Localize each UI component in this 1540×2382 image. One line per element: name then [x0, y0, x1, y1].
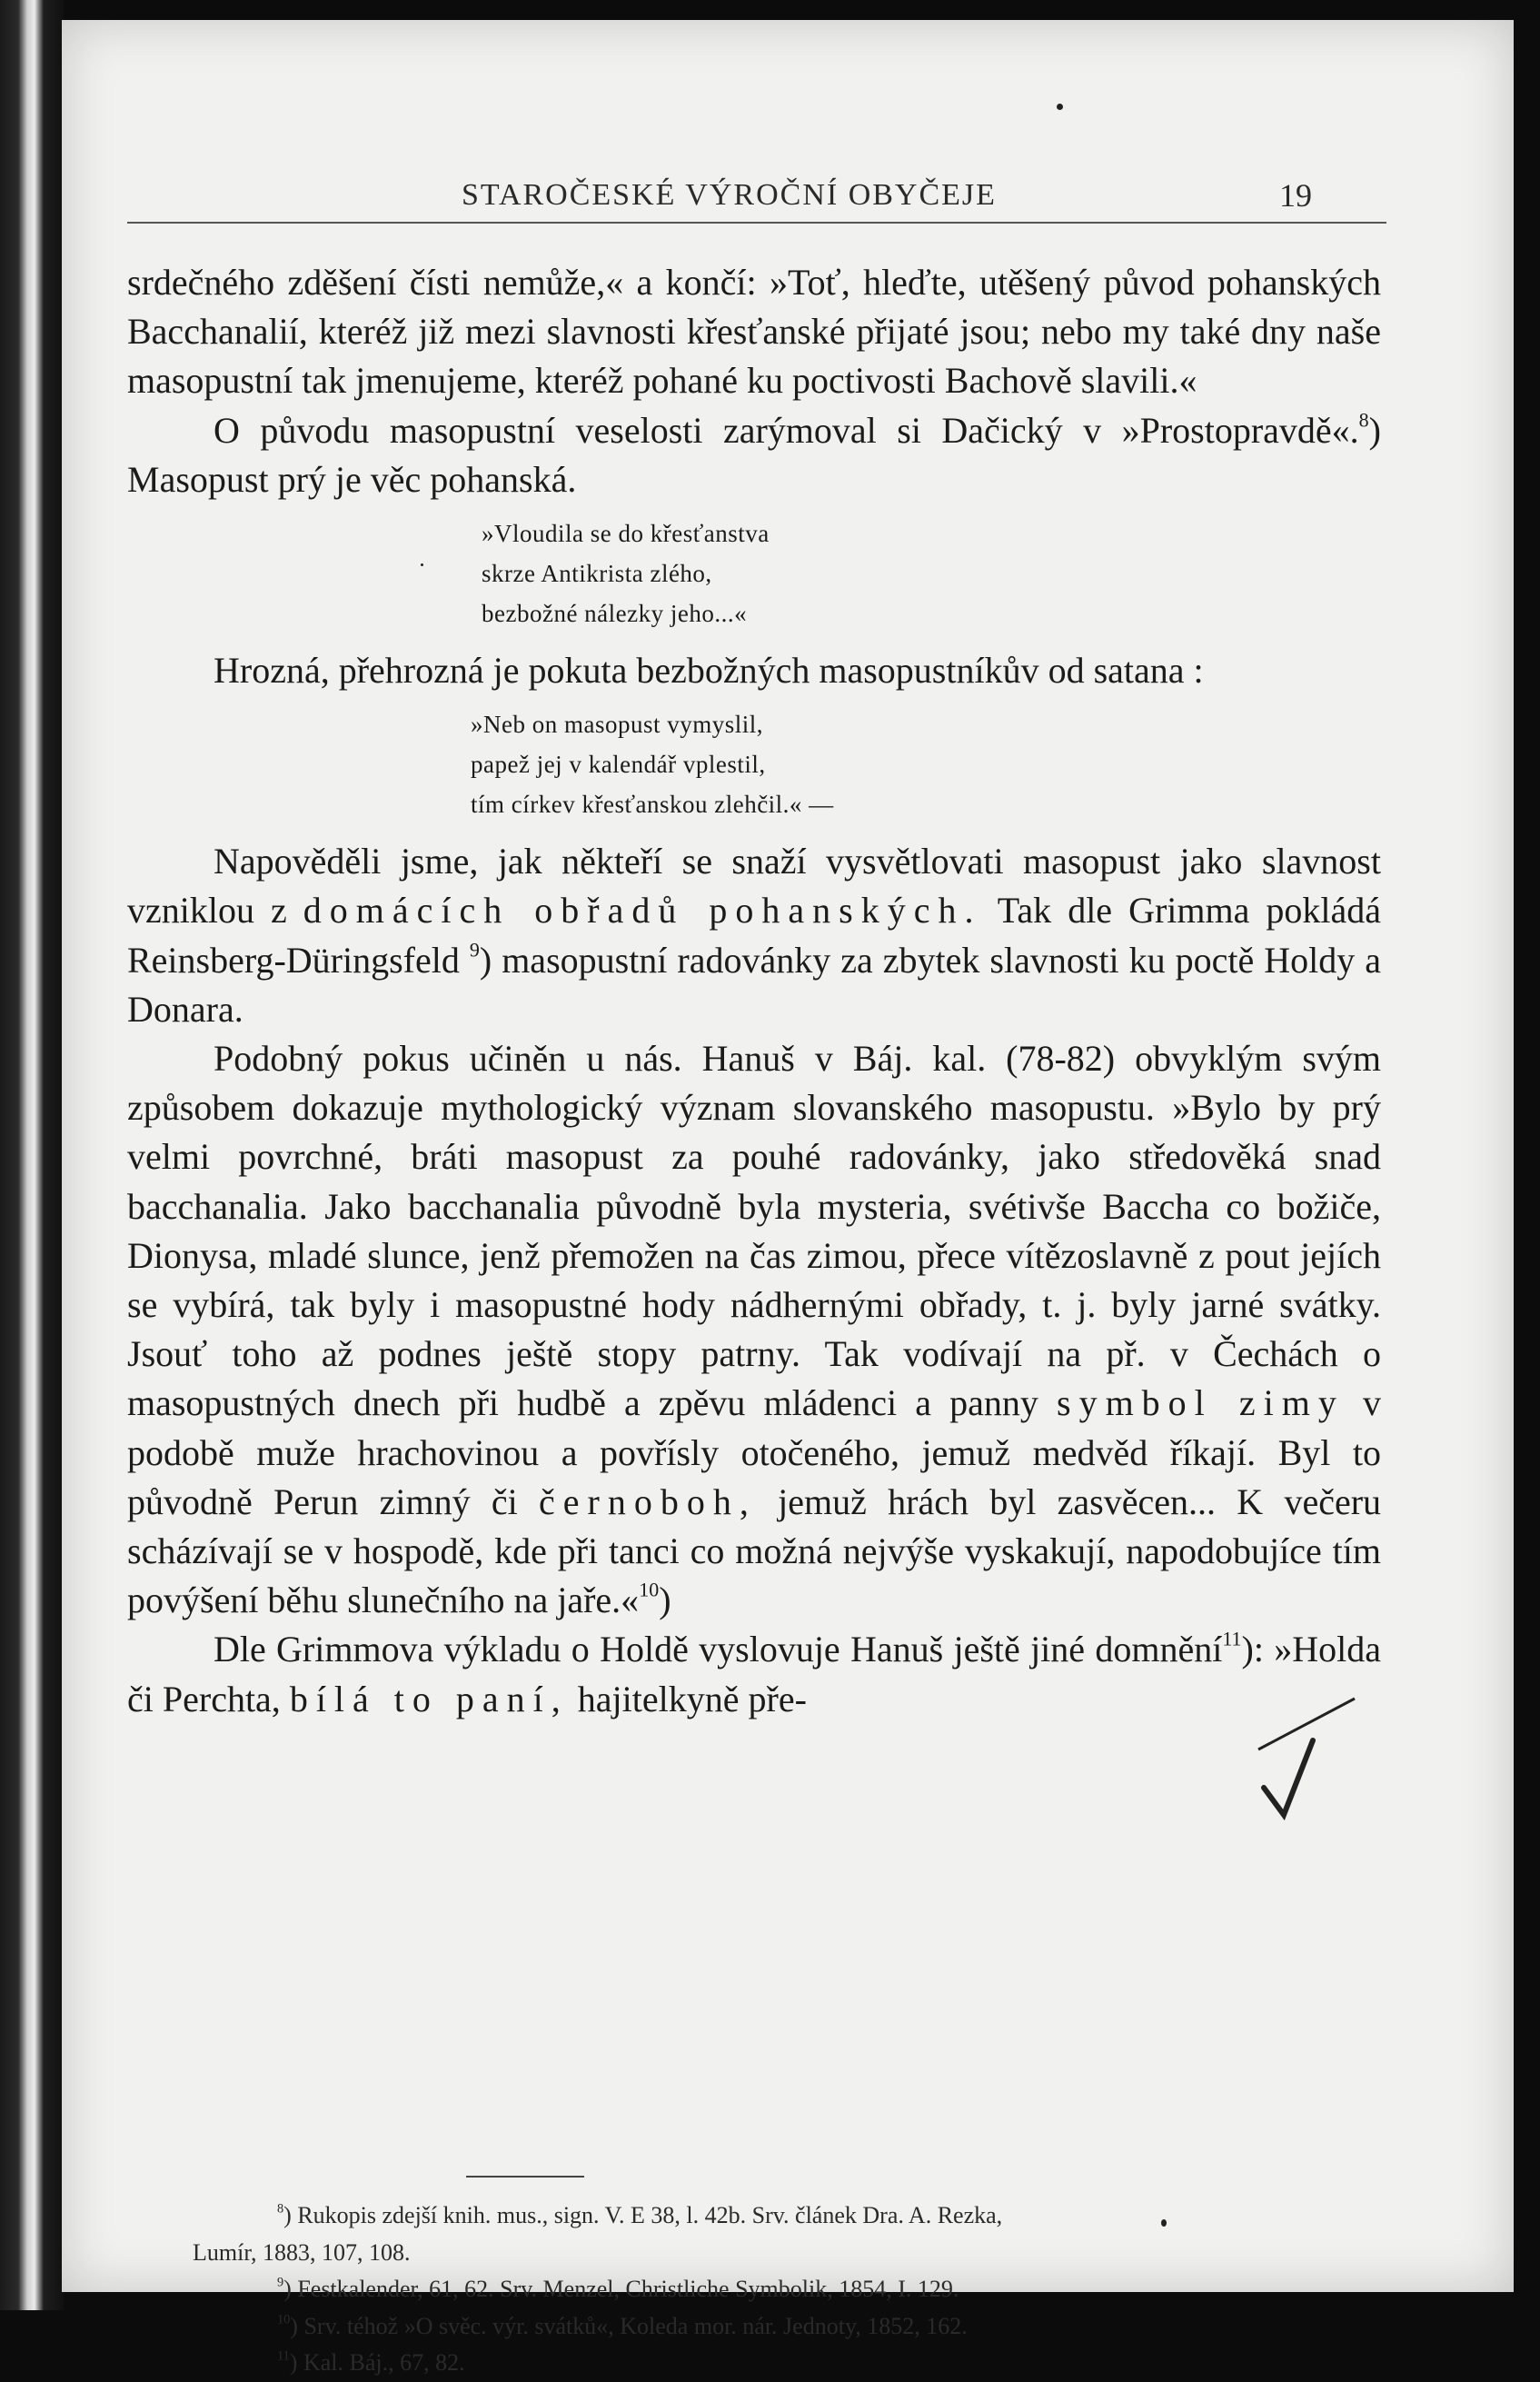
- pencil-checkmark-icon: [1257, 1697, 1366, 1824]
- book-page: [62, 20, 1514, 2376]
- footnote-10: $^{10}$) Srv. téhož »O svěc. výr. svátků«, Koleda mor. nár. Jednoty, 1852, 162.: [277, 2312, 968, 2339]
- paragraph-6: Dle Grimmova výkladu o Holdě vyslovuje Hanuš ještě jiné domnění$^{11}$): »Holda či Perchta, bílá to paní, hajitelkyně pře-: [127, 1627, 1381, 1719]
- paragraph-1: srdečného zděšení čísti nemůže,« a končí: »Toť, hleďte, utěšený původ pohanských Bacchanalií, kteréž již mezi slavnosti křesťanské přijaté jsou; nebo my také dny naše masopustní tak jmenujeme, kteréž pohané ku poctivosti Bachově slavili.«: [127, 262, 1381, 402]
- spaced-emphasis: bílá to paní,: [289, 1678, 569, 1719]
- page-header: [62, 156, 1514, 214]
- spaced-emphasis: domácích obřadů pohanských.: [303, 890, 982, 932]
- verse-quote-2: [471, 704, 1381, 824]
- verse-line: bezbožné nálezky jeho...«: [482, 600, 748, 628]
- verse-quote-1: [482, 513, 1381, 633]
- header-rule: [127, 222, 1386, 224]
- verse-line: »Vloudila se do křesťanstva: [482, 520, 770, 548]
- scan-speck: [1161, 2219, 1167, 2227]
- footnote-9: $^9$) Festkalender, 61, 62. Srv. Menzel, Christliche Symbolik, 1854, I. 129.: [277, 2275, 959, 2302]
- footnote-11: $^{11}$) Kal. Báj., 67, 82.: [277, 2348, 465, 2376]
- paragraph-5: Podobný pokus učiněn u nás. Hanuš v Báj. kal. (78-82) obvyklým svým způsobem dokazuje mythologický význam slovanského masopustu. »Bylo by prý velmi povrchné, bráti masopust za pouhé radovánky, jako středověká snad bacchanalia. Jako bacchanalia původně byla mysteria, svétivše Baccha co božiče, Dionysa, mladé slunce, jenž přemožen na čas zimou, přece vítězoslavně z pout jejích se vybírá, tak byly i masopustné hody nádhernými obřady, t. j. byly jarné svátky. Jsouť toho až podnes ještě stopy patrny. Tak vodívají na př. v Čechách o masopustných dnech při hudbě a zpěvu mládenci a panny symbol zimy v podobě muže hrachovinou a povřísly otočeného, jemuž medvěd říkají. Byl to původně Perun zimný či černoboh, jemuž hrách byl zasvěcen... K večeru scházívají se v hospodě, kde při tanci co možná nejvýše vyskakují, napodobujíce tím povýšení běhu slunečního na jaře.«$^{10}$): [127, 1038, 1382, 1621]
- verse-line: skrze Antikrista zlého,: [482, 560, 712, 588]
- verse-line: papež jej v kalendář vplestil,: [471, 751, 766, 779]
- page-number: 19: [1279, 177, 1312, 214]
- paragraph-2: O původu masopustní veselosti zarýmoval si Dačický v »Prostopravdě«.$^8$) Masopust prý je věc pohanská.: [127, 408, 1381, 500]
- body-text: [127, 258, 1381, 1724]
- running-title: STAROČESKÉ VÝROČNÍ OBYČEJE: [462, 178, 997, 212]
- scan-edge: [0, 0, 64, 2310]
- footnote-rule: [466, 2176, 584, 2178]
- spaced-emphasis: černoboh,: [539, 1480, 757, 1522]
- paragraph-4: Napověděli jsme, jak někteří se snaží vysvětlovati masopust jako slavnost vzniklou z domácích obřadů pohanských. Tak dle Grimma pokládá Reinsberg-Düringsfeld $^9$) masopustní radovánky za zbytek slavnosti ku poctě Holdy a Donara.: [127, 841, 1382, 1030]
- paragraph-3: Hrozná, přehrozná je pokuta bezbožných masopustníkův od satana :: [214, 650, 1204, 692]
- footnotes: [127, 2198, 1381, 2382]
- verse-line: tím církev křesťanskou zlehčil.« —: [471, 791, 834, 819]
- verse-line: »Neb on masopust vymyslil,: [471, 711, 763, 739]
- scan-speck: [421, 563, 423, 566]
- footnote-8: $^8$) Rukopis zdejší knih. mus., sign. V. E 38, l. 42b. Srv. článek Dra. A. Rezka,: [277, 2201, 1003, 2228]
- scan-speck: [1057, 104, 1063, 110]
- footnote-8-continued: Lumír, 1883, 107, 108.: [193, 2238, 411, 2266]
- spaced-emphasis: symbol zimy: [1057, 1382, 1345, 1424]
